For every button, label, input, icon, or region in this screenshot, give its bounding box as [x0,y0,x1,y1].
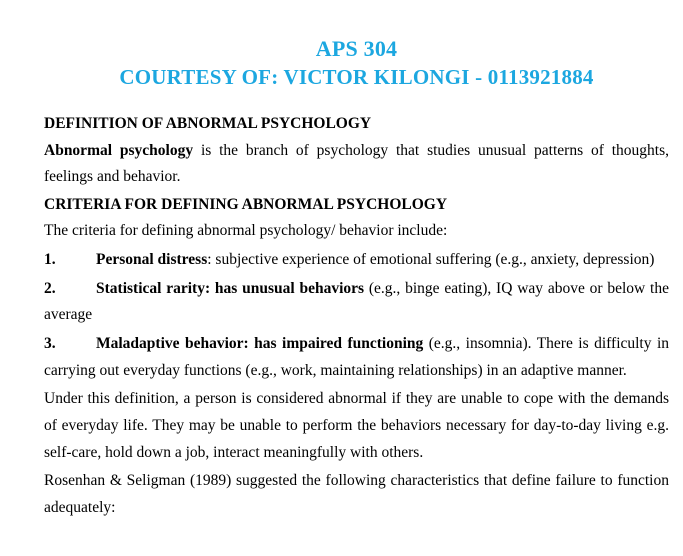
list-item-text: (e.g., binge eating), IQ way above or below the average [44,279,669,324]
list-item [44,276,669,329]
page-subtitle: COURTESY OF: VICTOR KILONGI - 0113921884 [119,64,594,89]
section-heading-definition: DEFINITION OF ABNORMAL PSYCHOLOGY [44,115,372,133]
list-item-number: 2. [44,279,56,297]
paragraph-definition [44,138,669,191]
list-item [44,331,669,384]
list-item-term: Maladaptive behavior: has impaired functioning [96,334,424,352]
list-item-number: 3. [44,334,56,352]
paragraph-closing-1: Under this definition, a person is considered abnormal if they are unable to cope with the demands of everyday life. They may be unable to perform the behaviors necessary for day-to-day living e.g. self-care, hold down a job, interact meaningfully with others. [44,390,669,461]
list-item-text: (e.g., insomnia). There is difficulty in carrying out everyday functions (e.g., work, maintaining relationships) in an adaptive manner. [44,334,670,379]
definition-term: Abnormal psychology [44,141,194,159]
list-item-term: Personal distress [96,250,208,268]
paragraph-criteria-intro: The criteria for defining abnormal psychology/ behavior include: [44,222,448,240]
list-item [44,247,669,274]
list-item-number: 1. [44,250,56,268]
document-body [44,112,669,521]
definition-text: is the branch of psychology that studies unusual patterns of thoughts, feelings and behavior. [44,141,669,186]
list-item-term: Statistical rarity: has unusual behaviors [96,279,365,297]
section-heading-criteria: CRITERIA FOR DEFINING ABNORMAL PSYCHOLOGY [44,196,448,213]
page-title: APS 304 [315,36,398,61]
list-item-text: : subjective experience of emotional suffering (e.g., anxiety, depression) [207,250,655,268]
paragraph-closing-2: Rosenhan & Seligman (1989) suggested the following characteristics that define failure to function adequately: [44,472,669,516]
